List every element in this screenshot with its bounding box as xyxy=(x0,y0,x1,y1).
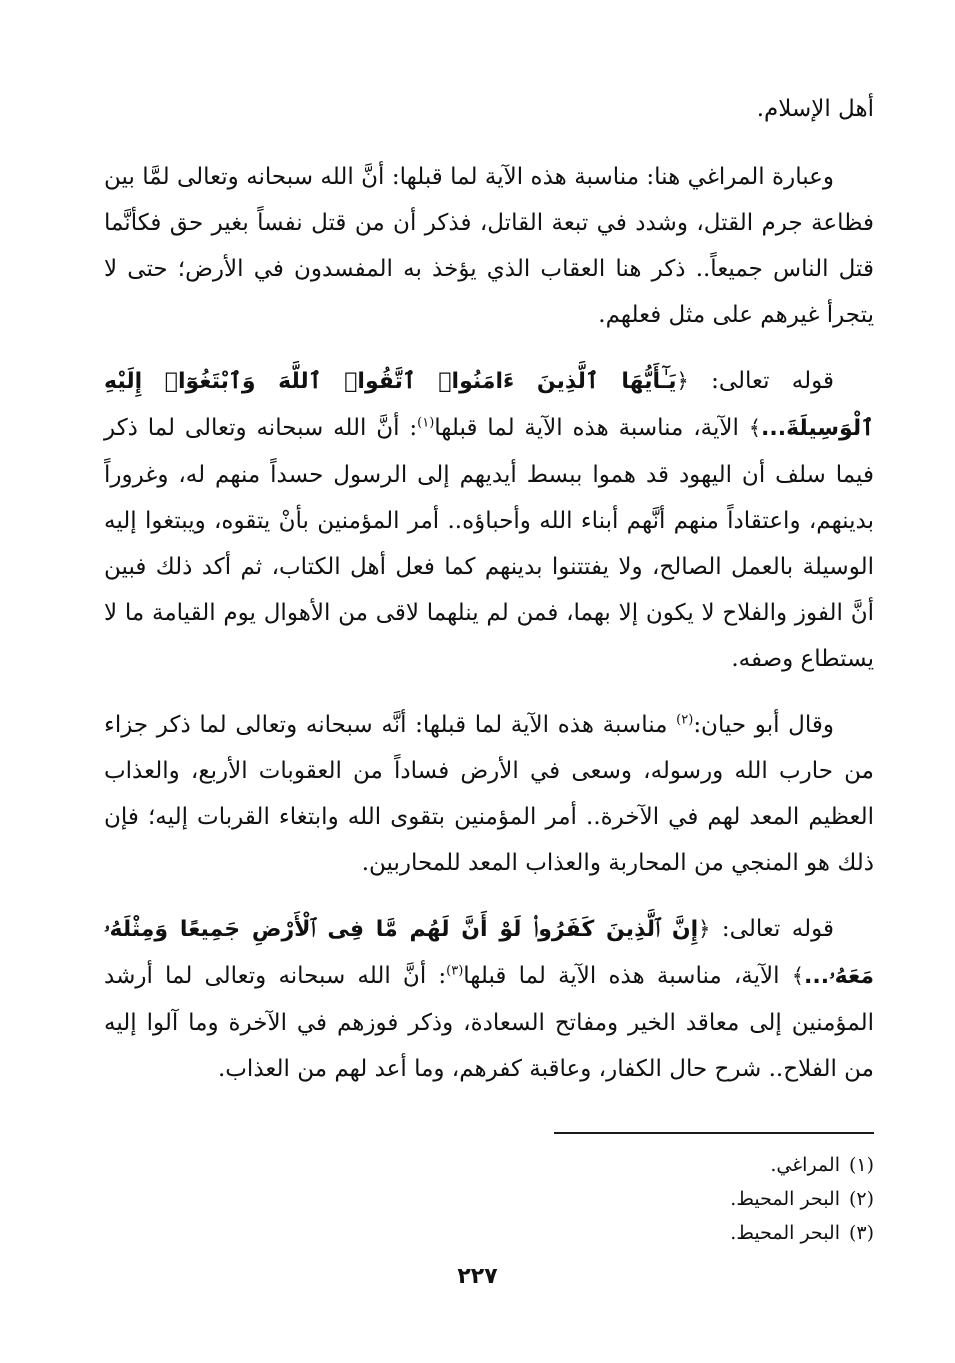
page-number: ٢٢٧ xyxy=(457,1264,498,1289)
footnote-number: (٢) xyxy=(848,1188,874,1210)
paragraph-continuation: أهل الإسلام. xyxy=(756,96,874,122)
paragraph-verse-kafaru xyxy=(104,906,874,1092)
footnote-item xyxy=(104,1216,874,1250)
footnote-ref-3: (٣) xyxy=(446,963,464,979)
footnote-item xyxy=(104,1182,874,1216)
paragraph-text: : أنَّ الله سبحانه وتعالى لما ذكر فيما سلف أن اليهود قد هموا ببسط أيديهم إلى الرسول حسداً منهم له، وغروراً بدينهم، واعتقاداً منهم أنَّهم أبناء الله وأحباؤه.. أمر المؤمنين بأنْ يتقوه، ويبتغوا إليه الوسيلة بالعمل الصالح، ولا يفتتنوا بدينهم كما فعل أهل الكتاب، ثم أكد ذلك فبين أنَّ الفوز والفلاح لا يكون إلا بهما، فمن لم ينلهما لاقى من الأهوال يوم القيامة ما لا يستطاع وصفه. xyxy=(104,415,874,672)
paragraph-lead: وقال أبو حيان: xyxy=(693,712,834,738)
paragraph-maraghi: وعبارة المراغي هنا: مناسبة هذه الآية لما قبلها: أنَّ الله سبحانه وتعالى لمَّا بين فظاعة جرم القتل، وشدد في تبعة القاتل، فذكر أن من قتل نفساً بغير حق فكأنَّما قتل الناس جميعاً.. ذكر هنا العقاب الذي يؤخذ به المفسدون في الأرض؛ حتى لا يتجرأ غيرهم على مثل فعلهم. xyxy=(104,164,874,328)
footnote-separator xyxy=(554,1132,874,1134)
quran-verse: يَـٰٓأَيُّهَا ٱلَّذِينَ ءَامَنُوا۟ ٱتَّقُوا۟ ٱللَّهَ وَٱبْتَغُوٓا۟ إِلَيْهِ ٱلْوَسِيلَةَ... xyxy=(104,369,874,441)
paragraph-text: الآية، مناسبة هذه الآية لما قبلها xyxy=(434,415,749,441)
footnote-ref-1: (١) xyxy=(417,415,435,431)
footnote-ref-2: (٢) xyxy=(676,712,694,728)
footnote-text: البحر المحيط. xyxy=(730,1188,840,1210)
footnote-text: المراغي. xyxy=(770,1154,840,1176)
paragraph-text: مناسبة هذه الآية لما قبلها: أنَّه سبحانه وتعالى لما ذكر جزاء من حارب الله ورسوله، وسعى في الأرض فساداً من العقوبات الأربع، والعذاب العظيم المعد لهم في الآخرة.. أمر المؤمنين بتقوى الله وابتغاء القربات إليه؛ فإن ذلك هو المنجي من المحاربة والعذاب المعد للمحاربين. xyxy=(104,712,874,876)
paragraph-text: : أنَّ الله سبحانه وتعالى لما أرشد المؤمنين إلى معاقد الخير ومفاتح السعادة، وذكر فوزهم في الآخرة وما آلوا إليه من الفلاح.. شرح حال الكفار، وعاقبة كفرهم، وما أعد لهم من العذاب. xyxy=(104,963,874,1082)
footnotes-list xyxy=(104,1148,874,1250)
verse-intro: قوله تعالى: xyxy=(710,916,834,942)
footnote-number: (٣) xyxy=(848,1222,874,1244)
paragraph-text: الآية، مناسبة هذه الآية لما قبلها xyxy=(463,963,792,989)
verse-open-bracket: ﴿ xyxy=(676,369,689,393)
footnote-text: البحر المحيط. xyxy=(730,1222,840,1244)
verse-close-bracket: ﴾ xyxy=(791,964,805,988)
quran-verse: إِنَّ ٱلَّذِينَ كَفَرُوا۟ لَوْ أَنَّ لَهُم مَّا فِى ٱلْأَرْضِ جَمِيعًا وَمِثْلَهُۥ مَعَهُۥ... xyxy=(104,917,874,989)
paragraph-abu-hayyan xyxy=(104,702,874,886)
footnote-item xyxy=(104,1148,874,1182)
verse-open-bracket: ﴿ xyxy=(698,917,711,941)
verse-intro: قوله تعالى: xyxy=(688,368,834,394)
paragraph-verse-wasila xyxy=(104,358,874,682)
verse-close-bracket: ﴾ xyxy=(748,416,762,440)
page-body xyxy=(104,86,874,1326)
footnote-number: (١) xyxy=(848,1154,874,1176)
